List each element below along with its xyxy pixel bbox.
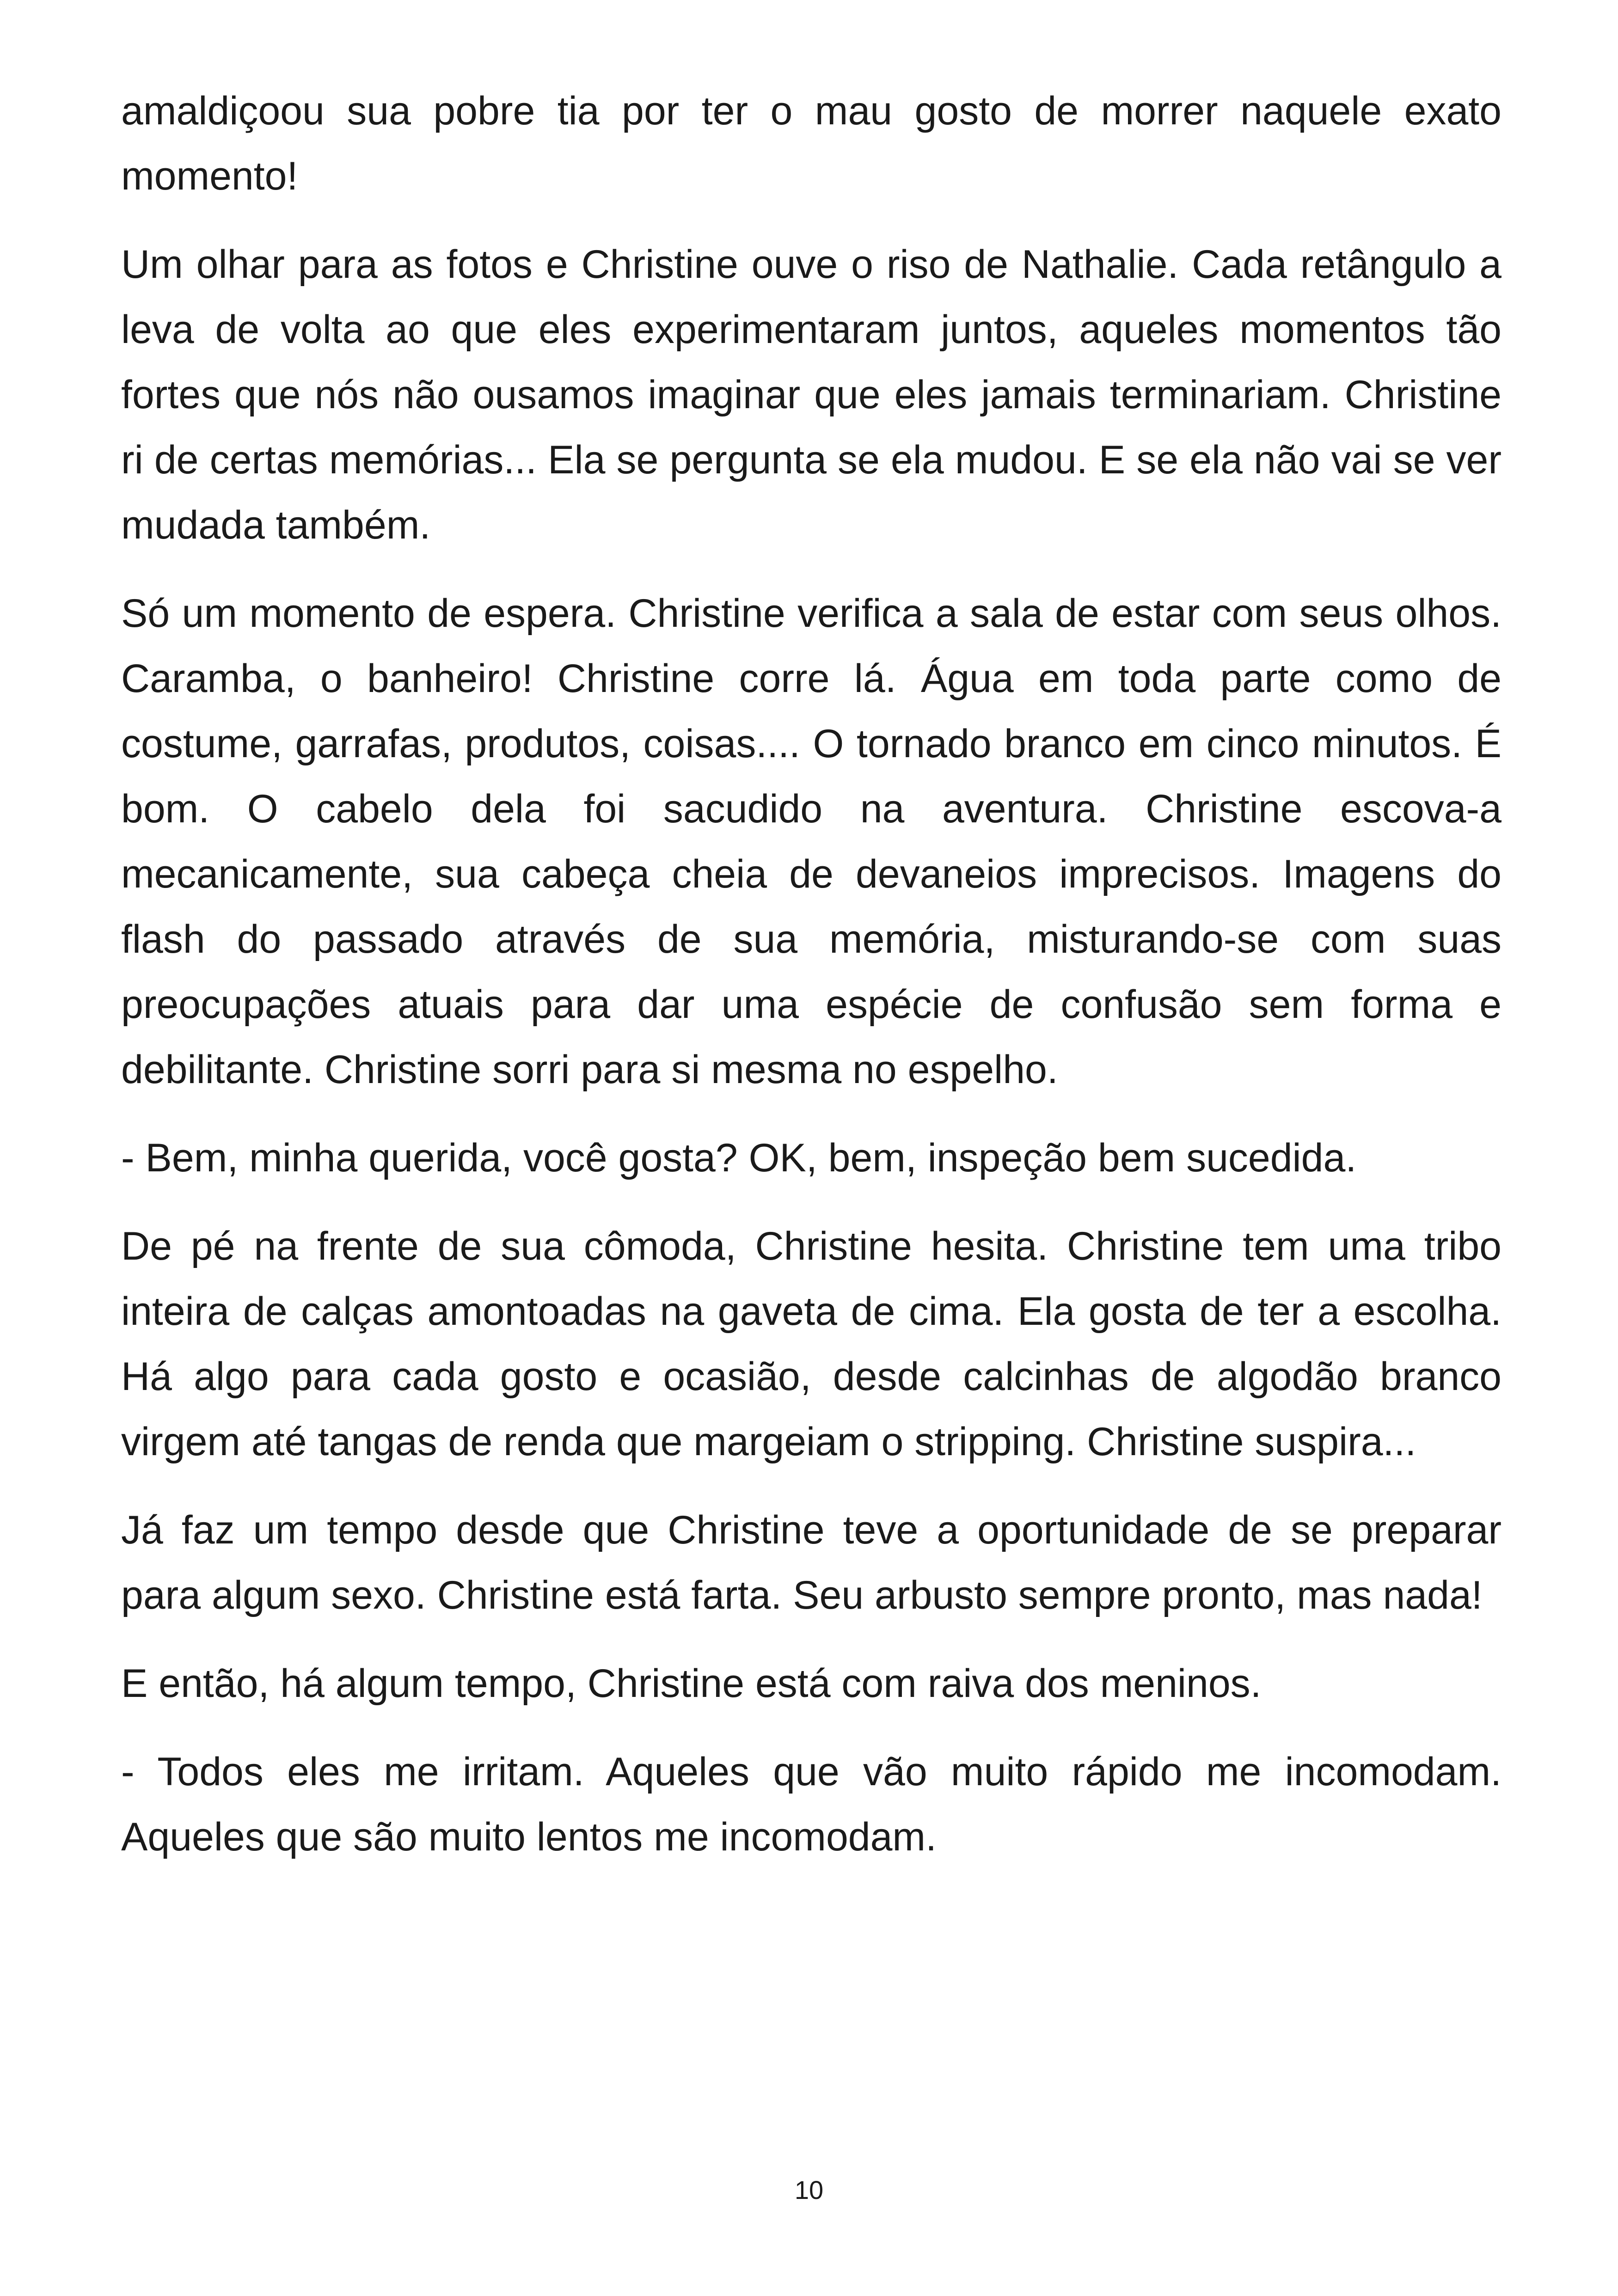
paragraph: Um olhar para as fotos e Christine ouve o riso de Nathalie. Cada retângulo a leva de volta ao que eles experimentaram juntos, aqueles momentos tão fortes que nós não ousamos imaginar que eles jamais terminariam. Christine ri de certas memórias... Ela se pergunta se ela mudou. E se ela não vai se ver mudada também. [121, 242, 1502, 547]
paragraph: Já faz um tempo desde que Christine teve a oportunidade de se preparar para algum sexo. Christine está farta. Seu arbusto sempre pronto, mas nada! [121, 1508, 1502, 1617]
paragraph: E então, há algum tempo, Christine está com raiva dos meninos. [121, 1661, 1262, 1706]
paragraph: De pé na frente de sua cômoda, Christine hesita. Christine tem uma tribo inteira de calças amontoadas na gaveta de cima. Ela gosta de ter a escolha. Há algo para cada gosto e ocasião, desde calcinhas de algodão branco virgem até tangas de renda que margeiam o stripping. Christine suspira... [121, 1224, 1502, 1464]
dialogue-line: - Todos eles me irritam. Aqueles que vão muito rápido me incomodam. Aqueles que são muito lentos me incomodam. [121, 1750, 1502, 1859]
body-text [121, 79, 1502, 1893]
page-number: 10 [794, 2175, 824, 2204]
paragraph: Só um momento de espera. Christine verifica a sala de estar com seus olhos. Caramba, o banheiro! Christine corre lá. Água em toda parte como de costume, garrafas, produtos, coisas.... O tornado branco em cinco minutos. É bom. O cabelo dela foi sacudido na aventura. Christine escova-a mecanicamente, sua cabeça cheia de devaneios imprecisos. Imagens do flash do passado através de sua memória, misturando-se com suas preocupações atuais para dar uma espécie de confusão sem forma e debilitante. Christine sorri para si mesma no espelho. [121, 591, 1502, 1092]
paragraph: amaldiçoou sua pobre tia por ter o mau gosto de morrer naquele exato momento! [121, 89, 1502, 198]
dialogue-line: - Bem, minha querida, você gosta? OK, bem, inspeção bem sucedida. [121, 1136, 1357, 1180]
